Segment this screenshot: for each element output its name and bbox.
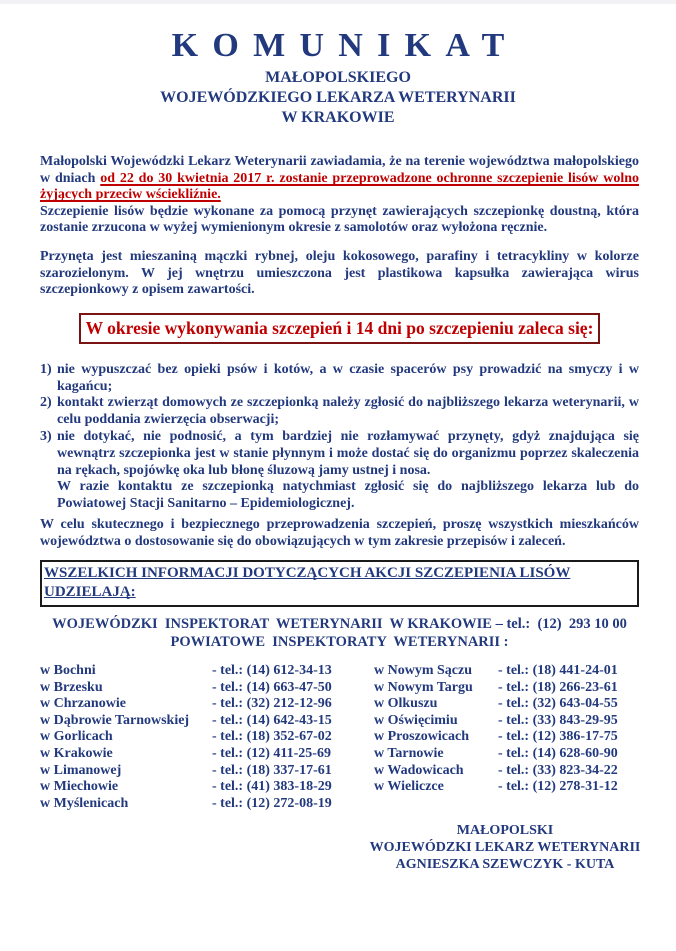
phone-column-left (40, 663, 374, 812)
phone-place: w Wieliczce (374, 779, 444, 795)
phone-place: w Gorlicach (40, 729, 113, 745)
phone-number: - tel.: (14) 612-34-13 (212, 663, 332, 679)
signature-line-1: MAŁOPOLSKI (456, 823, 554, 839)
phone-row (374, 729, 639, 746)
phone-place: w Miechowie (40, 779, 119, 795)
phone-place: w Bochni (40, 663, 96, 679)
phone-place: w Limanowej (40, 762, 122, 778)
phone-place: w Tarnowie (374, 746, 444, 762)
phone-number: - tel.: (18) 266-23-61 (498, 679, 618, 695)
list-item (40, 362, 639, 396)
phone-directory (40, 663, 639, 812)
list-item-number: 1) (40, 361, 52, 377)
bait-description-paragraph: Przynęta jest mieszaniną mączki rybnej, oleju kokosowego, parafiny i tetracykliny w kolorze szarozielonym. W jej wnętrzu umieszczona jest plastikowa kapsułka zawierająca wirus szczepionkowy z opisem zawartości. (40, 248, 639, 298)
phone-number: - tel.: (12) 411-25-69 (212, 746, 331, 762)
list-item-number: 2) (40, 395, 52, 411)
phone-row (40, 680, 374, 697)
signature-line-2: WOJEWÓDZKI LEKARZ WETERYNARII (369, 840, 641, 856)
phone-place: w Wadowicach (374, 762, 464, 778)
phone-number: - tel.: (14) 642-43-15 (212, 712, 332, 728)
intro-method-text: Szczepienie lisów będzie wykonane za pomocą przynęt zawierających szczepionkę doustną, która zostanie zrzucona w wyżej wymienionym okresie z samolotów oraz wyłożona ręcznie. (40, 203, 639, 236)
list-item (40, 395, 639, 429)
phone-number: - tel.: (12) 272-08-19 (212, 795, 332, 811)
phone-place: w Nowym Sączu (374, 663, 472, 679)
phone-number: - tel.: (14) 663-47-50 (212, 679, 332, 695)
phone-number: - tel.: (32) 643-04-55 (498, 696, 618, 712)
phone-row (40, 713, 374, 730)
phone-row (40, 796, 374, 813)
list-item-number: 3) (40, 428, 52, 444)
phone-place: w Dąbrowie Tarnowskiej (40, 712, 190, 728)
phone-row (40, 696, 374, 713)
list-item-text: nie dotykać, nie podnosić, a tym bardziej nie rozłamywać przynęty, gdyż znajdująca się wewnątrz szczepionka jest w stanie płynnym i może dostać się do organizmu poprzez skaleczenia na rękach, spojówkę oka lub błonę śluzową jamy ustnej i nosa. (57, 428, 639, 478)
phone-row (40, 763, 374, 780)
info-banner-box (40, 560, 639, 607)
page-title: KOMUNIKAT (171, 27, 519, 64)
recommendations-list (40, 362, 639, 513)
intro-paragraph (40, 154, 639, 237)
phone-row (40, 663, 374, 680)
closing-paragraph: W celu skutecznego i bezpiecznego przeprowadzenia szczepień, proszę wszystkich mieszkańców województwa o dostosowanie się do obowiązujących w tym zakresie przepisów i zaleceń. (40, 516, 639, 549)
list-item-text: nie wypuszczać bez opieki psów i kotów, a w czasie spacerów psy prowadzić na smyczy i w kagańcu; (57, 361, 639, 394)
signature-block (362, 822, 648, 873)
phone-number: - tel.: (12) 278-31-12 (498, 779, 618, 795)
phone-place: w Proszowicach (374, 729, 469, 745)
phone-row (374, 663, 639, 680)
phone-number: - tel.: (18) 441-24-01 (498, 663, 618, 679)
phone-row (374, 779, 639, 796)
advisory-box: W okresie wykonywania szczepień i 14 dni po szczepieniu zaleca się: (79, 313, 601, 344)
phone-number: - tel.: (12) 386-17-75 (498, 729, 618, 745)
phone-place: w Chrzanowie (40, 696, 126, 712)
phone-row (40, 746, 374, 763)
phone-place: w Nowym Targu (374, 679, 473, 695)
info-banner-text: WSZELKICH INFORMACJI DOTYCZĄCYCH AKCJI SZCZEPIENIA LISÓW UDZIELAJĄ: (44, 565, 571, 601)
phone-row (374, 746, 639, 763)
phone-row (40, 779, 374, 796)
phone-row (40, 729, 374, 746)
district-inspectorates-header: POWIATOWE INSPEKTORATY WETERYNARII : (170, 634, 509, 651)
phone-place: w Oświęcimiu (374, 712, 458, 728)
phone-number: - tel.: (14) 628-60-90 (498, 746, 618, 762)
phone-number: - tel.: (33) 823-34-22 (498, 762, 618, 778)
vaccination-dates-highlight: od 22 do 30 kwietnia 2017 r. zostanie przeprowadzone ochronne szczepienie lisów wolno żyjących przeciw wściekliźnie. (40, 170, 639, 203)
phone-row (374, 713, 639, 730)
provincial-inspectorate-line: WOJEWÓDZKI INSPEKTORAT WETERYNARII W KRAKOWIE – tel.: (12) 293 10 00 (52, 616, 627, 633)
phone-place: w Krakowie (40, 746, 113, 762)
phone-row (374, 763, 639, 780)
intro-lead-text: Małopolski Wojewódzki Lekarz Weterynarii zawiadamia, że na terenie województwa małopolskiego w dniach (40, 154, 639, 186)
phone-row (374, 680, 639, 697)
list-item-text: kontakt zwierząt domowych ze szczepionką należy zgłosić do najbliższego lekarza weterynarii, w celu poddania zwierzęcia obserwacji; (57, 395, 639, 428)
document-header (0, 4, 676, 128)
list-item (40, 429, 639, 513)
phone-place: w Olkuszu (374, 696, 438, 712)
phone-number: - tel.: (32) 212-12-96 (212, 696, 332, 712)
document-body (40, 154, 639, 873)
phone-row (374, 696, 639, 713)
phone-number: - tel.: (33) 843-29-95 (498, 712, 618, 728)
subtitle-line-1: MAŁOPOLSKIEGO (265, 69, 411, 86)
signature-line-3: AGNIESZKA SZEWCZYK - KUTA (395, 857, 615, 873)
phone-number: - tel.: (41) 383-18-29 (212, 779, 332, 795)
phone-place: w Brzesku (40, 679, 103, 695)
phone-number: - tel.: (18) 352-67-02 (212, 729, 332, 745)
list-item-note: W razie kontaktu ze szczepionką natychmiast zgłosić się do najbliższego lekarza lub do Powiatowej Stacji Sanitarno – Epidemiologicznej. (57, 479, 639, 512)
subtitle-line-3: W KRAKOWIE (281, 109, 395, 126)
advisory-box-wrap (40, 313, 639, 344)
phone-number: - tel.: (18) 337-17-61 (212, 762, 332, 778)
subtitle-line-2: WOJEWÓDZKIEGO LEKARZA WETERYNARII (160, 89, 516, 106)
phone-column-right (374, 663, 639, 812)
phone-place: w Myślenicach (40, 795, 129, 811)
